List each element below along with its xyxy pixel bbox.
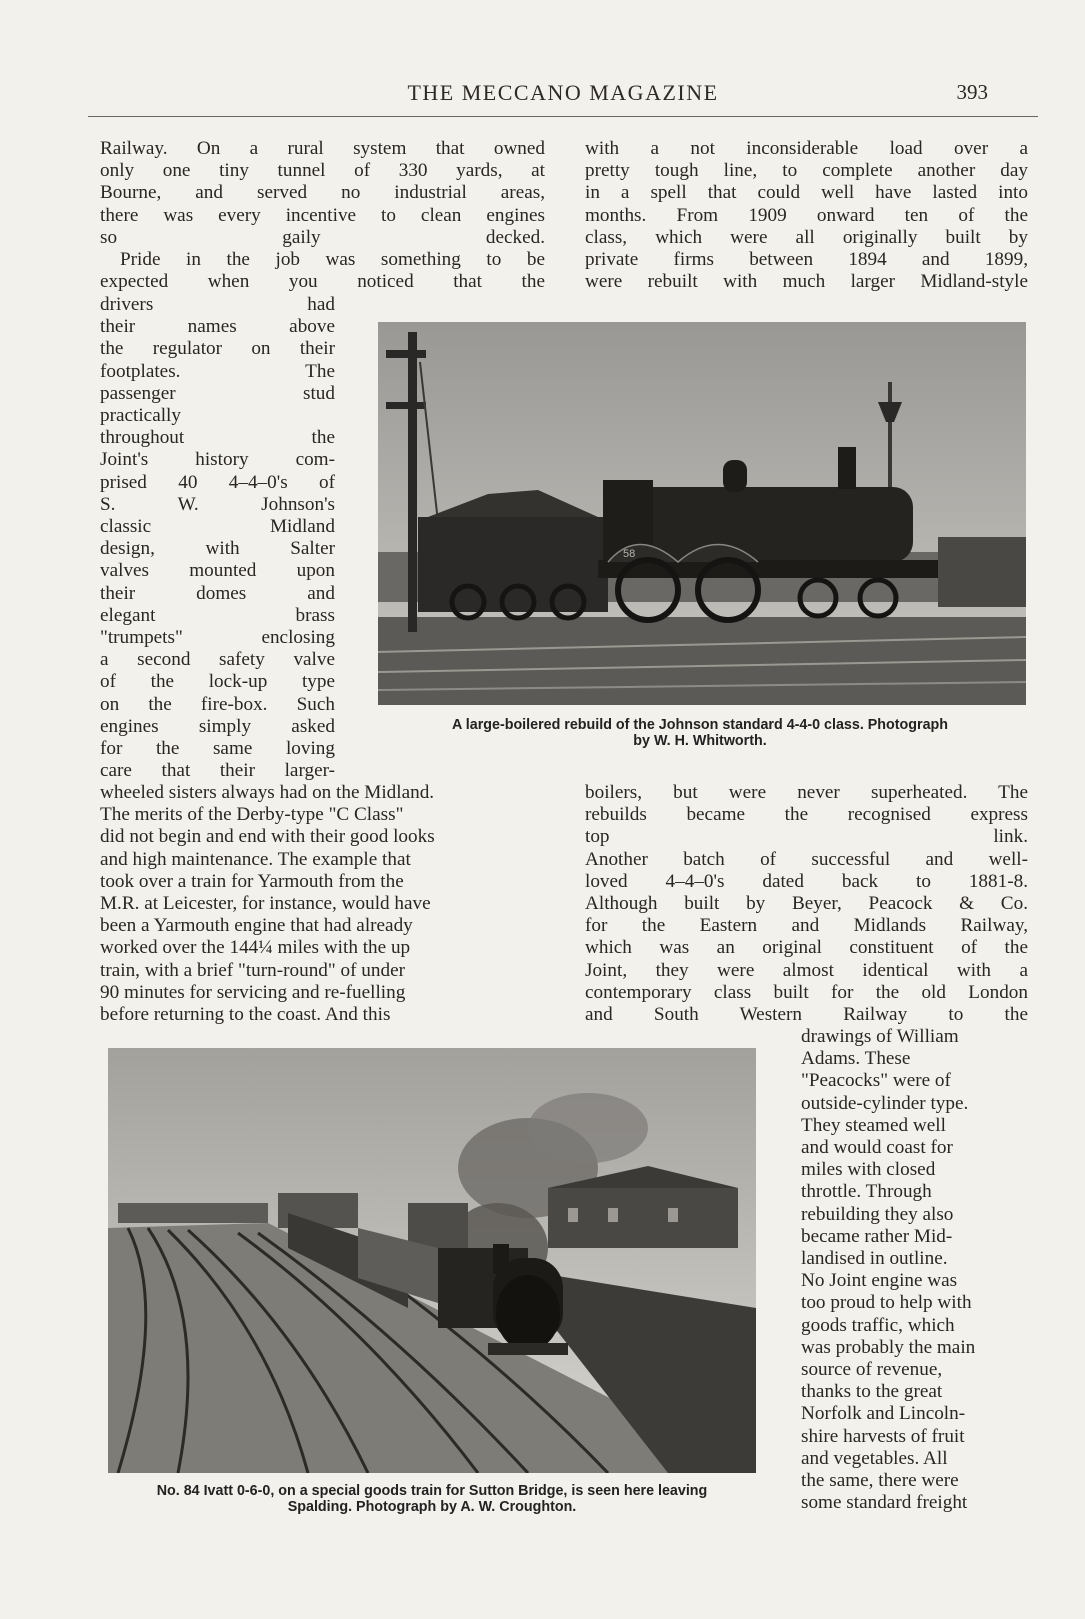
locomotive-number: 58 bbox=[623, 548, 636, 560]
right-column-middle bbox=[585, 782, 1028, 1026]
paragraph: wheeled sisters always had on the Midland. The merits of the Derby-type "C Class" did not begin and end with their good looks and high maintenance. The example that took over a train for Yarmouth from the M.R. at Leicester, for instance, would have been a Yarmouth engine that had already worked over the 144¼ miles with the up train, with a brief "turn-round" of under 90 minutes for servicing and re-fuelling before returning to the coast. And this bbox=[100, 782, 435, 1026]
left-column-wrapped-text bbox=[100, 294, 335, 782]
right-column-top bbox=[585, 138, 1028, 293]
paragraph: drivers had their names above the regulator on their footplates. The passenger stud practically throughout the Joint's history com- prised 40 4–4–0's of S. W. Johnson's classic Midland design, with Salter valves mounted upon their domes and elegant brass "trumpets" enclosing a second safety valve of the lock-up type on the fire-box. Such engines simply asked for the same loving care that their larger- bbox=[100, 294, 335, 782]
goods-train-photo-caption: No. 84 Ivatt 0-6-0, on a special goods train for Sutton Bridge, is seen here leaving Spalding. Photograph by A. W. Croughton. bbox=[156, 1483, 708, 1515]
paragraph: with a not inconsiderable load over a pretty tough line, to complete another day in a spell that could well have lasted into months. From 1909 onward ten of the class, which were all originally built by private firms between 1894 and 1899, were rebuilt with much larger Midland-style bbox=[585, 138, 1028, 293]
locomotive-illustration bbox=[378, 322, 1026, 705]
paragraph: Railway. On a rural system that owned only one tiny tunnel of 330 yards, at Bourne, and served no industrial areas, there was every incentive to clean engines so gaily decked. bbox=[100, 138, 545, 248]
left-column-bottom bbox=[100, 782, 545, 1026]
paragraph: Pride in the job was something to be expected when you noticed that the bbox=[100, 249, 545, 293]
goods-train-photo bbox=[108, 1048, 756, 1473]
paragraph: boilers, but were never superheated. The rebuilds became the recognised express top link. Another batch of successful and well- loved 4–4–0's dated back to 1881-8. Although built by Beyer, Peacock & Co. for the Eastern and Midlands Railway, which was an original constituent of the Joint, they were almost identical with a contemporary class built for the old London and South Western Railway to the bbox=[585, 782, 1028, 1026]
right-column-wrapped-text bbox=[801, 1026, 1028, 1514]
page-header bbox=[88, 78, 1038, 117]
magazine-title: THE MECCANO MAGAZINE bbox=[407, 80, 719, 105]
goods-train-illustration bbox=[108, 1048, 756, 1473]
page-number: 393 bbox=[956, 80, 988, 104]
paragraph: drawings of William Adams. These "Peacocks" were of outside-cylinder type. They steamed well and would coast for miles with closed throttle. Through rebuilding they also became rather Mid- landised in outline. No Joint engine was too proud to help with goods traffic, which was probably the main source of revenue, thanks to the great Norfolk and Lincoln- shire harvests of fruit and vegetables. All the same, there were some standard freight bbox=[801, 1026, 976, 1514]
locomotive-photo-caption: A large-boilered rebuild of the Johnson standard 4-4-0 class. Photograph by W. H. Whitworth. bbox=[452, 717, 948, 749]
locomotive-photo bbox=[378, 322, 1026, 705]
left-column-top bbox=[100, 138, 545, 293]
